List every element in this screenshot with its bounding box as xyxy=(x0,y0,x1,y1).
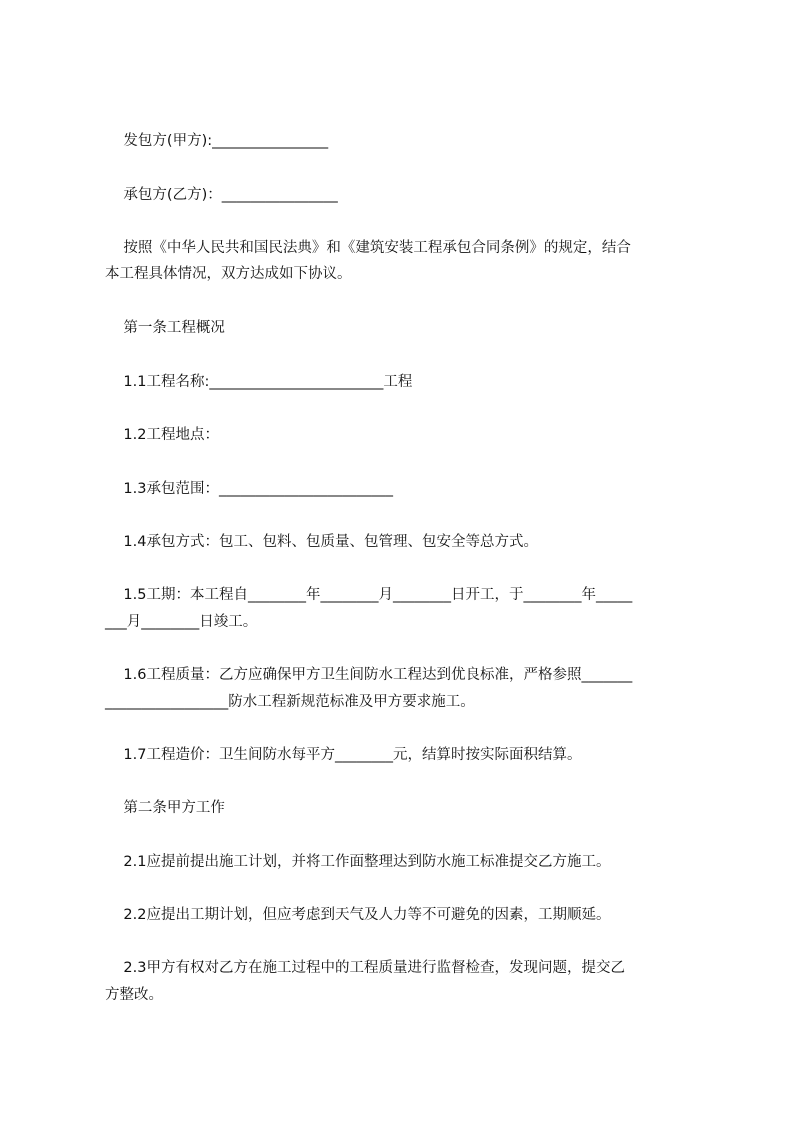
employer-party-line: 发包方(甲方):________________ xyxy=(105,133,329,149)
clause-1-6-line-2: _________________防水工程新规范标准及甲方要求施工。 xyxy=(105,694,475,710)
clause-1-6-line-1: 1.6工程质量：乙方应确保甲方卫生间防水工程达到优良标准，严格参照_______ xyxy=(105,667,633,683)
clause-1-1: 1.1工程名称:________________________工程 xyxy=(105,374,413,390)
clause-1-5-line-2: ___月________日竣工。 xyxy=(105,614,258,630)
clause-1-4: 1.4承包方式：包工、包料、包质量、包管理、包安全等总方式。 xyxy=(105,534,538,550)
clause-2-3-line-1: 2.3甲方有权对乙方在施工过程中的工程质量进行监督检查，发现问题，提交乙 xyxy=(105,960,625,976)
clause-2-3-line-2: 方整改。 xyxy=(105,987,163,1003)
clause-2-1: 2.1应提前提出施工计划，并将工作面整理达到防水施工标准提交乙方施工。 xyxy=(105,854,611,870)
clause-1-7: 1.7工程造价：卫生间防水每平方________元，结算时按实际面积结算。 xyxy=(105,747,582,763)
preamble-line-2: 本工程具体情况，双方达成如下协议。 xyxy=(105,266,352,282)
preamble-line-1: 按照《中华人民共和国民法典》和《建筑安装工程承包合同条例》的规定，结合 xyxy=(105,240,631,256)
clause-1-5-line-1: 1.5工期：本工程自________年________月________日开工，于________年_____ xyxy=(105,587,633,603)
clause-1-3: 1.3承包范围：________________________ xyxy=(105,481,393,497)
clause-2-2: 2.2应提出工期计划，但应考虑到天气及人力等不可避免的因素，工期顺延。 xyxy=(105,907,611,923)
article-1-heading: 第一条工程概况 xyxy=(105,320,225,336)
clause-1-2: 1.2工程地点： xyxy=(105,427,219,443)
article-2-heading: 第二条甲方工作 xyxy=(105,800,225,816)
contractor-party-line: 承包方(乙方)：________________ xyxy=(105,187,338,203)
